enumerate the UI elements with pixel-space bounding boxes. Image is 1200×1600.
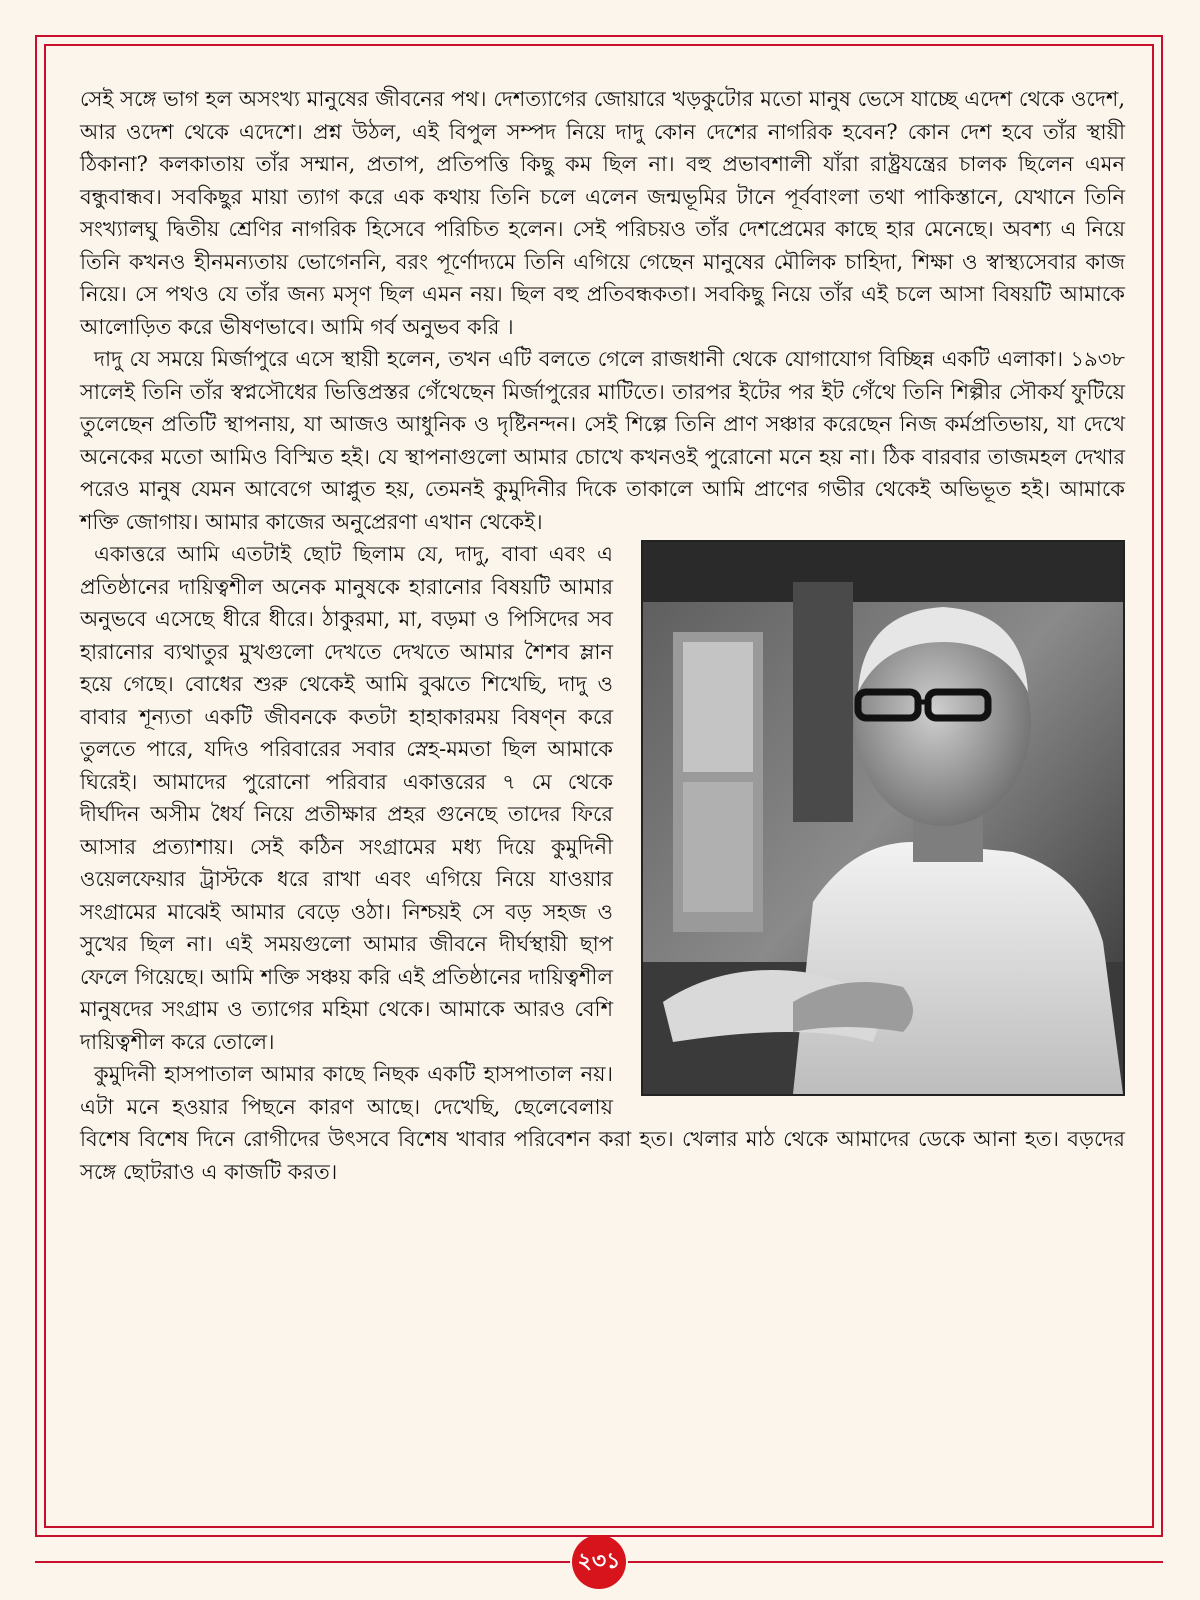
paragraph-1: সেই সঙ্গে ভাগ হল অসংখ্য মানুষের জীবনের পথ। দেশত্যাগের জোয়ারে খড়কুটোর মতো মানুষ ভেসে যাচ্ছে এদেশ থেকে ওদেশ, আর ওদেশ থেকে এদেশে। প্রশ্ন উঠল, এই বিপুল সম্পদ নিয়ে দাদু কোন দেশের নাগরিক হবেন? কোন দেশ হবে তাঁর স্থায়ী ঠিকানা? কলকাতায় তাঁর সম্মান, প্রতাপ, প্রতিপত্তি কিছু কম ছিল না। বহু প্রভাবশালী যাঁরা রাষ্ট্রযন্ত্রের চালক ছিলেন এমন বন্ধুবান্ধব। সবকিছুর মায়া ত্যাগ করে এক কথায় তিনি চলে এলেন জন্মভূমির টানে পূর্ববাংলা তথা পাকিস্তানে, যেখানে তিনি সংখ্যালঘু দ্বিতীয় শ্রেণির নাগরিক হিসেবে পরিচিত হলেন। সেই পরিচয়ও তাঁর দেশপ্রেমের কাছে হার মেনেছে। অবশ্য এ নিয়ে তিনি কখনও হীনমন্যতায় ভোগেননি, বরং পূর্ণোদ্যমে তিনি এগিয়ে গেছেন মানুষের মৌলিক চাহিদা, শিক্ষা ও স্বাস্থ্যসেবার কাজ নিয়ে। সে পথও যে তাঁর জন্য মসৃণ ছিল এমন নয়। ছিল বহু প্রতিবন্ধকতা। সবকিছু নিয়ে তাঁর এই চলে আসা বিষয়টি আমাকে আলোড়িত করে ভীষণভাবে। আমি গর্ব অনুভব করি । xyxy=(80,87,1125,339)
page-number: ২৩১ xyxy=(572,1535,626,1589)
paragraph-4: কুমুদিনী হাসপাতাল আমার কাছে নিছক একটি হাসপাতাল নয়। এটা মনে হওয়ার পিছনে কারণ আছে। দেখেছি, ছেলেবেলায় বিশেষ বিশেষ দিনে রোগীদের উৎসবে বিশেষ খাবার পরিবেশন করা হত। খেলার মাঠ থেকে আমাদের ডেকে আনা হত। বড়দের সঙ্গে ছোটরাও এ কাজটি করত। xyxy=(80,1062,1125,1184)
footer-rule-left xyxy=(35,1561,570,1563)
paragraph-3: একাত্তরে আমি এতটাই ছোট ছিলাম যে, দাদু, বাবা এবং এ প্রতিষ্ঠানের দায়িত্বশীল অনেক মানুষকে হারানোর বিষয়টি আমার অনুভবে এসেছে ধীরে ধীরে। ঠাকুরমা, মা, বড়মা ও পিসিদের সব হারানোর ব্যথাতুর মুখগুলো দেখতে দেখতে আমার শৈশব ম্লান হয়ে গেছে। বোধের শুরু থেকেই আমি বুঝতে শিখেছি, দাদু ও বাবার শূন্যতা একটি জীবনকে কতটা হাহাকারময় বিষণ্ন করে তুলতে পারে, যদিও পরিবারের সবার স্নেহ-মমতা ছিল আমাকে ঘিরেই। আমাদের পুরোনো পরিবার একাত্তরের ৭ মে থেকে দীর্ঘদিন অসীম ধৈর্য নিয়ে প্রতীক্ষার প্রহর গুনেছে তাদের ফিরে আসার প্রত্যাশায়। সেই কঠিন সংগ্রামের মধ্য দিয়ে কুমুদিনী ওয়েলফেয়ার ট্রাস্টকে ধরে রাখা এবং এগিয়ে নিয়ে যাওয়ার সংগ্রামের মাঝেই আমার বেড়ে ওঠা। নিশ্চয়ই সে বড় সহজ ও সুখের ছিল না। এই সময়গুলো আমার জীবনে দীর্ঘস্থায়ী ছাপ ফেলে গিয়েছে। আমি শক্তি সঞ্চয় করি এই প্রতিষ্ঠানের দায়িত্বশীল মানুষদের সংগ্রাম ও ত্যাগের মহিমা থেকে। আমাকে আরও বেশি দায়িত্বশীল করে তোলে। xyxy=(80,542,613,1054)
portrait-photo xyxy=(641,540,1125,1096)
footer-rule-right xyxy=(628,1561,1163,1563)
article-body xyxy=(80,83,1125,1188)
paragraph-2: দাদু যে সময়ে মির্জাপুরে এসে স্থায়ী হলেন, তখন এটি বলতে গেলে রাজধানী থেকে যোগাযোগ বিচ্ছিন্ন একটি এলাকা। ১৯৩৮ সালেই তিনি তাঁর স্বপ্নসৌধের ভিত্তিপ্রস্তর গেঁথেছেন মির্জাপুরের মাটিতে। তারপর ইটের পর ইট গেঁথে তিনি শিল্পীর সৌকর্য ফুটিয়ে তুলেছেন প্রতিটি স্থাপনায়, যা আজও আধুনিক ও দৃষ্টিনন্দন। সেই শিল্পে তিনি প্রাণ সঞ্চার করেছেন নিজ কর্মপ্রতিভায়, যা দেখে অনেকের মতো আমিও বিস্মিত হই। যে স্থাপনাগুলো আমার চোখে কখনওই পুরোনো মনে হয় না। ঠিক বারবার তাজমহল দেখার পরেও মানুষ যেমন আবেগে আপ্লুত হয়, তেমনই কুমুদিনীর দিকে তাকালে আমি প্রাণের গভীর থেকেই অভিভূত হই। আমাকে শক্তি জোগায়। আমার কাজের অনুপ্রেরণা এখান থেকেই। xyxy=(80,347,1125,534)
